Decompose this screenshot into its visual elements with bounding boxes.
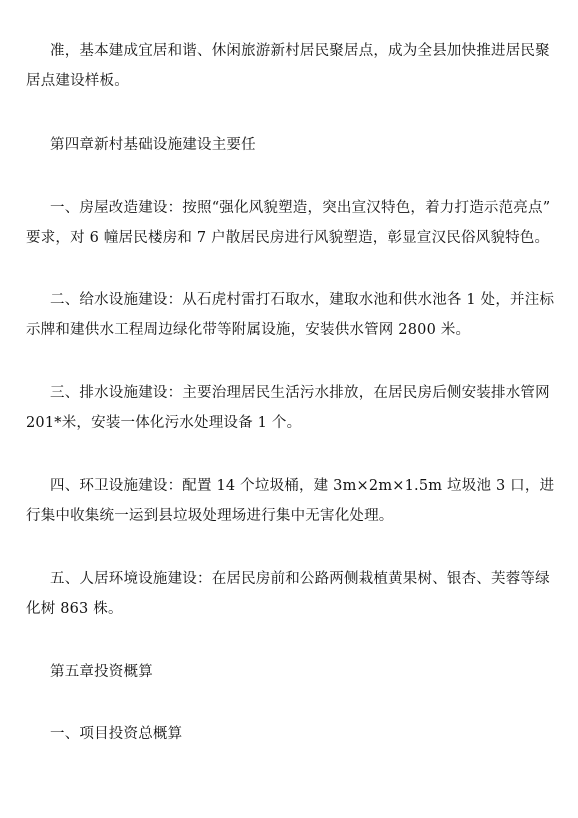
- paragraph-sanitation-line-1: 四、环卫设施建设：配置 14 个垃圾桶，建 3m×2m×1.5m 垃圾池 3 口，进: [50, 478, 555, 494]
- paragraph-1-line-2: 居点建设样板。: [26, 73, 129, 89]
- paragraph-housing-line-1: 一、房屋改造建设：按照“强化风貌塑造，突出宣汉特色，着力打造示范亮点”: [50, 200, 551, 216]
- chapter-5-heading: 第五章投资概算: [50, 664, 153, 680]
- paragraph-water-supply-line-1: 二、给水设施建设：从石虎村雷打石取水，建取水池和供水池各 1 处，并注标: [50, 292, 555, 308]
- paragraph-sanitation-line-2: 行集中收集统一运到县垃圾处理场进行集中无害化处理。: [26, 508, 394, 524]
- chapter-4-heading: 第四章新村基础设施建设主要任: [50, 137, 256, 153]
- section-investment-heading: 一、项目投资总概算: [50, 726, 183, 742]
- paragraph-environment-line-2: 化树 863 株。: [26, 601, 123, 617]
- paragraph-water-supply-line-2: 示牌和建供水工程周边绿化带等附属设施，安装供水管网 2800 米。: [26, 322, 471, 338]
- paragraph-drainage-line-1: 三、排水设施建设：主要治理居民生活污水排放，在居民房后侧安装排水管网: [50, 385, 550, 401]
- paragraph-environment-line-1: 五、人居环境设施建设：在居民房前和公路两侧栽植黄果树、银杏、芙蓉等绿: [50, 571, 550, 587]
- paragraph-housing-line-2: 要求，对 6 幢居民楼房和 7 户散居民房进行风貌塑造，彰显宣汉民俗风貌特色。: [26, 230, 550, 246]
- paragraph-1-line-1: 准，基本建成宜居和谐、休闲旅游新村居民聚居点，成为全县加快推进居民聚: [50, 43, 550, 59]
- paragraph-drainage-line-2: 201*米，安装一体化污水处理设备 1 个。: [26, 415, 302, 431]
